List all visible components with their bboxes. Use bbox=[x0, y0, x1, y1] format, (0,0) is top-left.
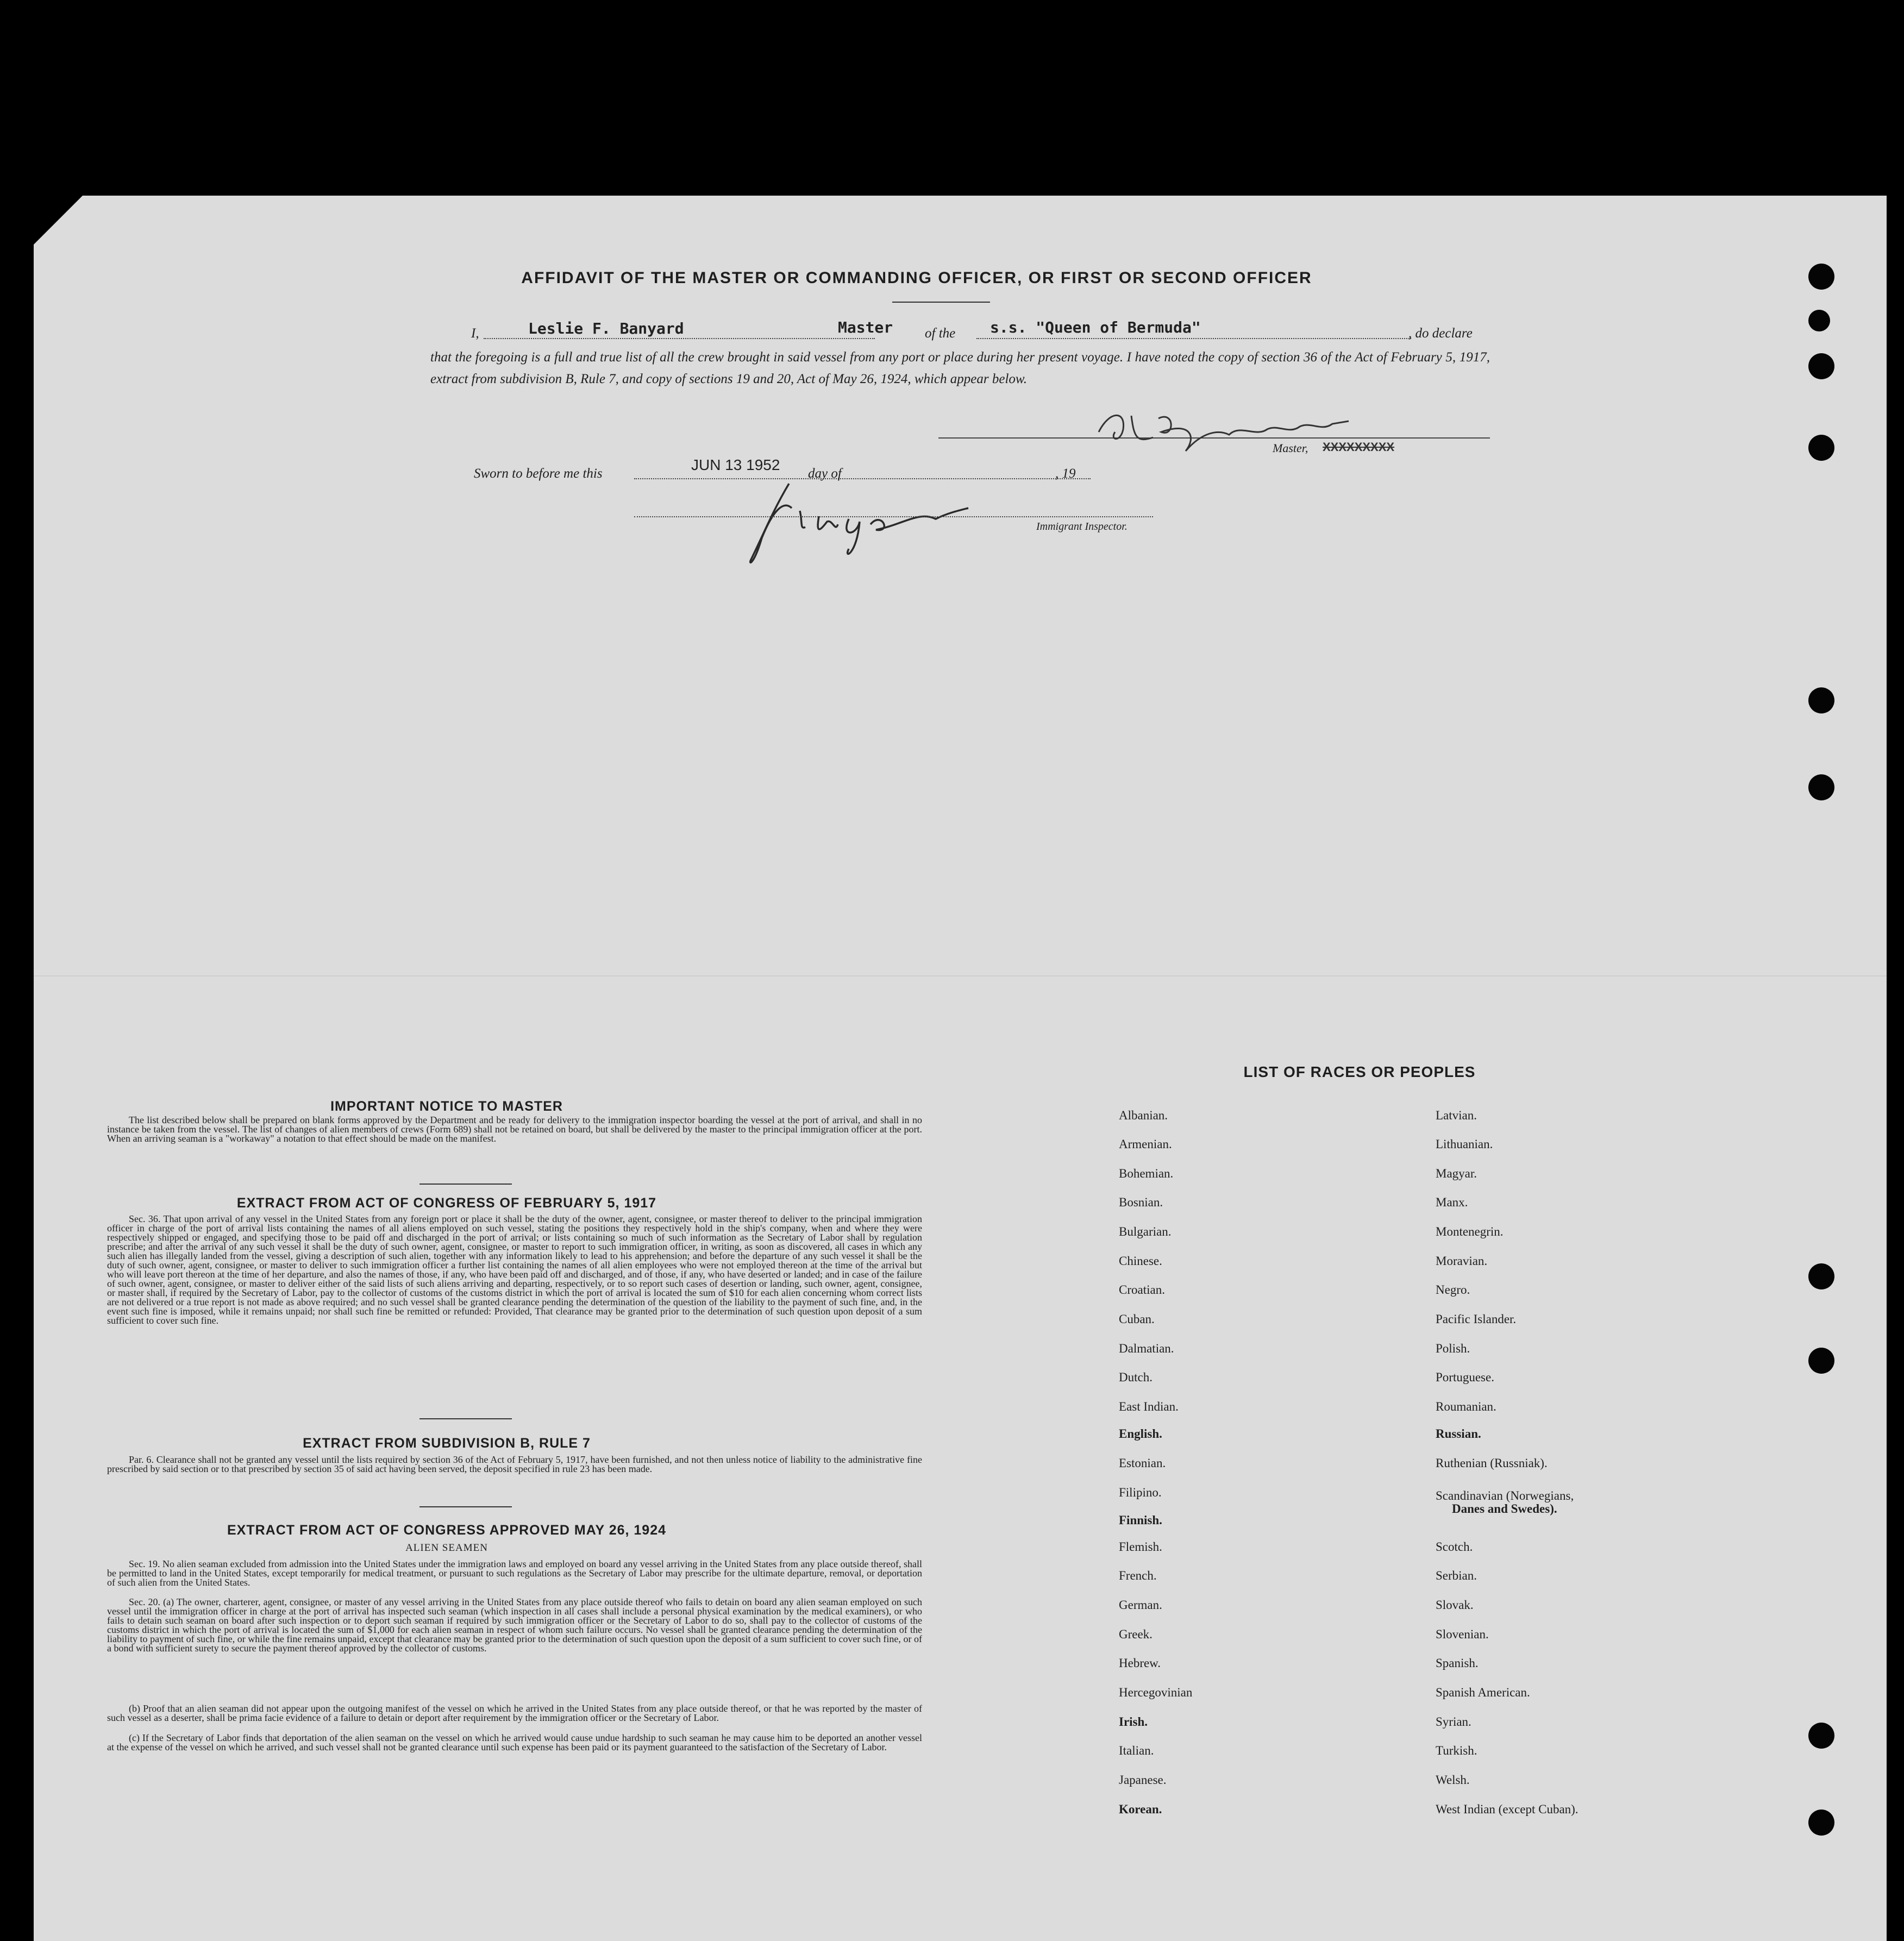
extract-1924-title: EXTRACT FROM ACT OF CONGRESS APPROVED MAY 26, 1924 bbox=[227, 1523, 667, 1538]
fold-crease bbox=[34, 975, 1887, 976]
extract-1917-title: EXTRACT FROM ACT OF CONGRESS OF FEBRUARY 5, 1917 bbox=[236, 1195, 657, 1211]
race-item: Ruthenian (Russniak). bbox=[1436, 1456, 1548, 1470]
race-item: Hercegovinian bbox=[1119, 1686, 1193, 1699]
race-item: Slovak. bbox=[1436, 1598, 1474, 1612]
race-item: Magyar. bbox=[1436, 1167, 1477, 1180]
title-rule bbox=[892, 302, 990, 303]
race-item: Finnish. bbox=[1119, 1513, 1162, 1527]
notice-text: The list described below shall be prepared on blank forms approved by the Department and be ready for delivery to the immigration inspector boarding the vessel at the port of arrival, and shall in no instance be taken from the vessel. The list of changes of alien members of crews (Form 689) shall not be retained on board, but shall be delivered by the master to the principal immigration officer at the port. When an arriving seaman is a "workaway" a notation to that effect should be made on the manifest. bbox=[107, 1114, 922, 1144]
race-item: Spanish. bbox=[1436, 1656, 1479, 1670]
race-item: Moravian. bbox=[1436, 1254, 1488, 1268]
race-item: Negro. bbox=[1436, 1283, 1470, 1297]
of-the-label: of the bbox=[925, 326, 956, 341]
master-label: Master, bbox=[1273, 441, 1308, 455]
year-label: , 19 bbox=[1055, 466, 1076, 481]
race-item: Lithuanian. bbox=[1436, 1137, 1493, 1151]
race-item: West Indian (except Cuban). bbox=[1436, 1802, 1579, 1816]
inspector-label: Immigrant Inspector. bbox=[1036, 521, 1128, 533]
race-item: Welsh. bbox=[1436, 1773, 1470, 1787]
punch-hole-icon bbox=[1808, 774, 1834, 800]
section-19-text: Sec. 19. No alien seaman excluded from admission into the United States under the immigration laws and employed on board any vessel arriving in the United States from any place outside thereof, shall be permitted to land in the United States, except temporarily for medical treatment, or pursuant to such regulations as the Secretary of Labor may prescribe for the ultimate departure, removal, or deportation of such alien from the United States. bbox=[107, 1558, 922, 1588]
section-rule bbox=[419, 1184, 512, 1185]
notice-title: IMPORTANT NOTICE TO MASTER bbox=[330, 1099, 563, 1114]
section-36-text: Sec. 36. That upon arrival of any vessel in the United States from any foreign port or place it shall be the duty of the owner, agent, consignee, or master thereof to deliver to the principal immigration officer in charge of the port of arrival lists containing the names of all aliens employed on such vessel, stating the positions they respectively hold in the ship's company, when and where they were respectively shipped or engaged, and specifying those to be paid off and discharged in the port of arrival; or lists containing so much of such information as the Secretary of Labor shall by regulation prescribe; and after the arrival of any such vessel it shall be the duty of such owner, agent, consignee, or master to report to such immigration officer, in writing, as soon as discovered, all cases in which any such alien has illegally landed from the vessel, giving a description of such alien, together with any information likely to lead to his apprehension; and before the departure of any such vessel it shall be the duty of such owner, agent, consignee, or master to deliver to such immigration officer a further list containing the names of all alien employees who were not employed thereon at the time of the arrival but who will leave port thereon at the time of her departure, and also the names of those, if any, who have been paid off and discharged, and of those, if any, who have deserted or landed; and in case of the failure of such owner, agent, consignee, or master to deliver either of the said lists of such aliens arriving and departing, respectively, or to so report such cases of desertion or landing, such owner, agent, consignee, or master shall, if required by the Secretary of Labor, pay to the collector of customs of the customs district in which the port of arrival is located the sum of $10 for each alien concerning whom correct lists are not delivered or a true report is not made as above required; and no such vessel shall be granted clearance pending the determination of the question of the liability to the payment of such fine, and, in the event such fine is imposed, while it remains unpaid; nor shall such fine be remitted or refunded: Provided, That clearance may be granted prior to the determination of such question upon deposit of a sum sufficient to cover such fine. bbox=[107, 1213, 922, 1326]
race-item: Scandinavian (Norwegians, bbox=[1436, 1489, 1574, 1502]
inspector-signature bbox=[740, 478, 1001, 571]
race-item: English. bbox=[1119, 1427, 1162, 1441]
affidavit-title: AFFIDAVIT OF THE MASTER OR COMMANDING OFFICER, OR FIRST OR SECOND OFFICER bbox=[521, 269, 1312, 287]
punch-hole-icon bbox=[1808, 687, 1834, 713]
punch-hole-icon bbox=[1808, 1348, 1834, 1374]
race-item: Montenegrin. bbox=[1436, 1225, 1504, 1238]
folded-corner bbox=[34, 196, 83, 245]
i-label: I, bbox=[471, 326, 479, 341]
race-item: Portuguese. bbox=[1436, 1370, 1494, 1384]
race-item: Danes and Swedes). bbox=[1452, 1502, 1557, 1516]
race-item: Serbian. bbox=[1436, 1569, 1477, 1582]
section-20c-text: (c) If the Secretary of Labor finds that deportation of the alien seaman on the vessel on which he arrived would cause undue hardship to such seaman he may cause him to be deported an another vessel at the expense of the vessel on which he arrived, and such vessel shall not be granted clearance until such expense has been paid or its payment guaranteed to the satisfaction of the Secretary of Labor. bbox=[107, 1732, 922, 1752]
race-item: Pacific Islander. bbox=[1436, 1312, 1517, 1326]
race-item: Albanian. bbox=[1119, 1109, 1168, 1122]
master-rank: Master bbox=[838, 318, 893, 336]
race-item: Dalmatian. bbox=[1119, 1342, 1174, 1355]
race-item: German. bbox=[1119, 1598, 1162, 1612]
race-item: Armenian. bbox=[1119, 1137, 1172, 1151]
inspector-line bbox=[634, 516, 1153, 517]
race-item: Polish. bbox=[1436, 1342, 1470, 1355]
race-item: Bulgarian. bbox=[1119, 1225, 1172, 1238]
rule-7-text: Par. 6. Clearance shall not be granted any vessel until the lists required by section 36 of the Act of February 5, 1917, have been furnished, and not then unless notice of liability to the administrative fine prescribed by said section or to that prescribed by section 35 of said act having been served, the deposit specified in rule 23 has been made. bbox=[107, 1454, 922, 1474]
race-item: Scotch. bbox=[1436, 1540, 1473, 1554]
race-item: Irish. bbox=[1119, 1715, 1148, 1729]
race-item: Turkish. bbox=[1436, 1744, 1477, 1757]
punch-hole-icon bbox=[1808, 353, 1834, 379]
race-item: Estonian. bbox=[1119, 1456, 1166, 1470]
name-line bbox=[484, 338, 875, 339]
race-item: Japanese. bbox=[1119, 1773, 1167, 1787]
punch-hole-icon bbox=[1808, 1723, 1834, 1749]
race-item: Russian. bbox=[1436, 1427, 1481, 1441]
race-item: Manx. bbox=[1436, 1195, 1468, 1209]
section-20a-text: Sec. 20. (a) The owner, charterer, agent, consignee, or master of any vessel arriving in the United States from any place outside thereof who fails to detain on board any alien seaman employed on such vessel until the immigration officer in charge at the port of arrival has inspected such seaman (which inspection in all cases shall include a personal physical examination by the medical examiners), or who fails to detain such seaman on board after such inspection or to deport such seaman if required by such immigration officer or the Secretary of Labor to do so, shall pay to the collector of customs of the customs district in which the port of arrival is located the sum of $1,000 for each alien seaman in respect of whom such failure occurs. No vessel shall be granted clearance pending the determination of the liability to payment of such fine, or while the fine remains unpaid, except that clearance may be granted prior to the determination of such question upon the deposit of a sum sufficient to cover such fine, or of a bond with sufficient surety to secure the payment thereof approved by the collector of customs. bbox=[107, 1596, 922, 1654]
master-struck-text: XXXXXXXXX bbox=[1323, 440, 1395, 454]
section-20b-text: (b) Proof that an alien seaman did not appear upon the outgoing manifest of the vessel on which he arrived in the United States from any place outside thereof, or that he was reported by the master of such vessel as a deserter, shall be prima facie evidence of a failure to detain or deport after requirement by the immigration officer or the Secretary of Labor. bbox=[107, 1703, 922, 1723]
document-page bbox=[34, 196, 1887, 1941]
day-of-label: day of bbox=[808, 466, 842, 481]
race-item: Syrian. bbox=[1436, 1715, 1471, 1729]
race-item: Roumanian. bbox=[1436, 1400, 1496, 1413]
race-item: Bohemian. bbox=[1119, 1167, 1174, 1180]
race-item: Cuban. bbox=[1119, 1312, 1155, 1326]
punch-hole-icon bbox=[1808, 1263, 1834, 1289]
alien-seamen-subtitle: ALIEN SEAMEN bbox=[405, 1542, 488, 1554]
date-stamp: JUN 13 1952 bbox=[691, 456, 780, 473]
race-item: Filipino. bbox=[1119, 1486, 1162, 1499]
race-item: Latvian. bbox=[1436, 1109, 1477, 1122]
race-item: Korean. bbox=[1119, 1802, 1162, 1816]
race-item: Dutch. bbox=[1119, 1370, 1153, 1384]
vessel-name: s.s. "Queen of Bermuda" bbox=[990, 318, 1201, 336]
section-rule bbox=[419, 1506, 512, 1507]
punch-hole-icon bbox=[1808, 1809, 1834, 1836]
race-item: Hebrew. bbox=[1119, 1656, 1161, 1670]
race-item: East Indian. bbox=[1119, 1400, 1179, 1413]
race-item: French. bbox=[1119, 1569, 1157, 1582]
punch-hole-icon bbox=[1808, 435, 1834, 461]
punch-hole-icon bbox=[1808, 310, 1830, 331]
race-item: Bosnian. bbox=[1119, 1195, 1163, 1209]
rule-7-title: EXTRACT FROM SUBDIVISION B, RULE 7 bbox=[303, 1436, 591, 1451]
do-declare-label: , do declare bbox=[1408, 326, 1473, 341]
race-item: Croatian. bbox=[1119, 1283, 1165, 1297]
races-title: LIST OF RACES OR PEOPLES bbox=[1243, 1063, 1476, 1080]
race-item: Flemish. bbox=[1119, 1540, 1162, 1554]
race-item: Spanish American. bbox=[1436, 1686, 1530, 1699]
vessel-line bbox=[976, 338, 1411, 339]
master-name: Leslie F. Banyard bbox=[528, 320, 684, 337]
section-rule bbox=[419, 1418, 512, 1419]
affidavit-text: that the foregoing is a full and true list of all the crew brought in said vessel from any port or place during her present voyage. I have noted the copy of section 36 of the Act of February 5, 1917, extract from subdivision B, Rule 7, and copy of sections 19 and 20, Act of May 26, 1924, which appear below. bbox=[430, 350, 1490, 386]
race-item: Chinese. bbox=[1119, 1254, 1162, 1268]
sworn-label: Sworn to before me this bbox=[474, 466, 603, 481]
punch-hole-icon bbox=[1808, 264, 1834, 290]
race-item: Italian. bbox=[1119, 1744, 1154, 1757]
race-item: Slovenian. bbox=[1436, 1627, 1489, 1641]
race-item: Greek. bbox=[1119, 1627, 1153, 1641]
